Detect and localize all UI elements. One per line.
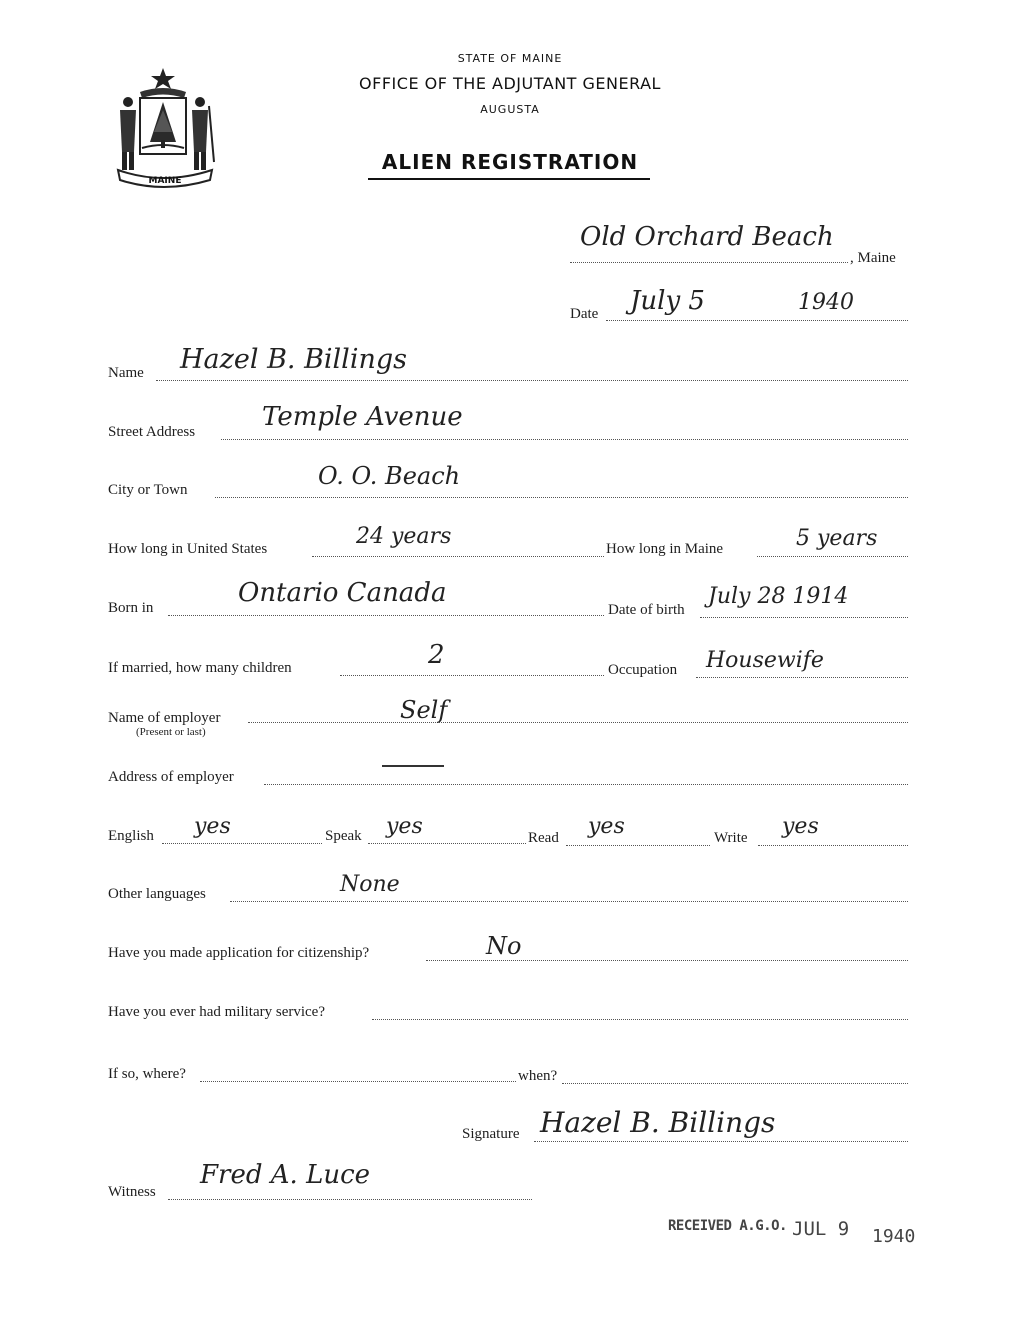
- place-dots: [570, 262, 848, 263]
- city-label: City or Town: [108, 482, 188, 498]
- when-label: when?: [518, 1068, 558, 1084]
- employer-address-label: Address of employer: [108, 769, 234, 785]
- header-city: AUGUSTA: [480, 103, 540, 116]
- employer-dots: [248, 722, 908, 723]
- dob-entry: July 28 1914: [708, 584, 849, 609]
- witness-dots: [168, 1199, 532, 1200]
- other-languages-dots: [230, 901, 908, 902]
- employer-label: Name of employer: [108, 710, 221, 726]
- where-dots: [200, 1081, 516, 1082]
- dob-dots: [700, 617, 908, 618]
- citizenship-dots: [426, 960, 908, 961]
- speak-dots: [368, 843, 526, 844]
- date-entry: July 5: [630, 286, 705, 316]
- when-dots: [562, 1083, 908, 1084]
- street-dots: [221, 439, 908, 440]
- married-dots: [340, 675, 604, 676]
- employer-sublabel: (Present or last): [136, 726, 206, 738]
- military-dots: [372, 1019, 908, 1020]
- name-dots: [156, 380, 908, 381]
- name-label: Name: [108, 365, 144, 381]
- citizenship-label: Have you made application for citizenship?: [108, 945, 370, 961]
- maine-state-seal: [110, 62, 220, 192]
- street-entry: Temple Avenue: [262, 402, 463, 432]
- how-long-maine-label: How long in Maine: [606, 541, 724, 557]
- received-stamp-date: JUL 9: [792, 1218, 850, 1240]
- street-label: Street Address: [108, 424, 196, 440]
- write-label: Write: [714, 830, 748, 846]
- occupation-entry: Housewife: [706, 648, 824, 673]
- witness-label: Witness: [108, 1184, 156, 1200]
- speak-entry: yes: [386, 814, 423, 839]
- svg-text:MAINE: MAINE: [148, 176, 182, 186]
- read-entry: yes: [588, 814, 625, 839]
- name-entry: Hazel B. Billings: [180, 344, 407, 375]
- date-dots: [606, 320, 908, 321]
- city-dots: [215, 497, 908, 498]
- born-entry: Ontario Canada: [238, 578, 447, 608]
- form-title: ALIEN REGISTRATION: [381, 150, 639, 174]
- employer-entry: Self: [400, 696, 448, 724]
- employer-address-dash: [382, 765, 444, 767]
- place-suffix: , Maine: [850, 250, 896, 266]
- occupation-label: Occupation: [608, 662, 678, 678]
- other-languages-entry: None: [340, 872, 400, 897]
- born-dots: [168, 615, 604, 616]
- write-dots: [758, 845, 908, 846]
- witness-entry: Fred A. Luce: [200, 1160, 371, 1190]
- place-entry: Old Orchard Beach: [580, 222, 834, 252]
- citizenship-entry: No: [486, 932, 522, 960]
- signature-dots: [534, 1141, 908, 1142]
- employer-address-dots: [264, 784, 908, 785]
- english-entry: yes: [194, 814, 231, 839]
- english-dots: [162, 843, 322, 844]
- received-stamp-year: 1940: [872, 1226, 916, 1247]
- read-dots: [566, 845, 710, 846]
- date-label: Date: [570, 306, 599, 322]
- signature-label: Signature: [462, 1126, 520, 1142]
- how-long-maine-dots: [757, 556, 908, 557]
- header-state: STATE OF MAINE: [457, 52, 563, 65]
- married-label: If married, how many children: [108, 660, 292, 676]
- how-long-us-dots: [312, 556, 604, 557]
- born-label: Born in: [108, 600, 154, 616]
- how-long-us-entry: 24 years: [356, 524, 452, 549]
- write-entry: yes: [782, 814, 819, 839]
- where-label: If so, where?: [108, 1066, 186, 1082]
- how-long-maine-entry: 5 years: [796, 526, 878, 551]
- read-label: Read: [528, 830, 559, 846]
- other-languages-label: Other languages: [108, 886, 206, 902]
- received-stamp-label: RECEIVED A.G.O.: [668, 1218, 787, 1234]
- occupation-dots: [696, 677, 908, 678]
- military-label: Have you ever had military service?: [108, 1004, 325, 1020]
- date-year-entry: 1940: [798, 290, 854, 315]
- speak-label: Speak: [325, 828, 362, 844]
- dob-label: Date of birth: [608, 602, 685, 618]
- how-long-us-label: How long in United States: [108, 541, 268, 557]
- title-underline: [368, 178, 650, 180]
- city-entry: O. O. Beach: [318, 462, 461, 490]
- header-office: OFFICE OF THE ADJUTANT GENERAL: [359, 74, 661, 93]
- children-entry: 2: [428, 640, 445, 670]
- english-label: English: [108, 828, 154, 844]
- signature-entry: Hazel B. Billings: [540, 1106, 776, 1139]
